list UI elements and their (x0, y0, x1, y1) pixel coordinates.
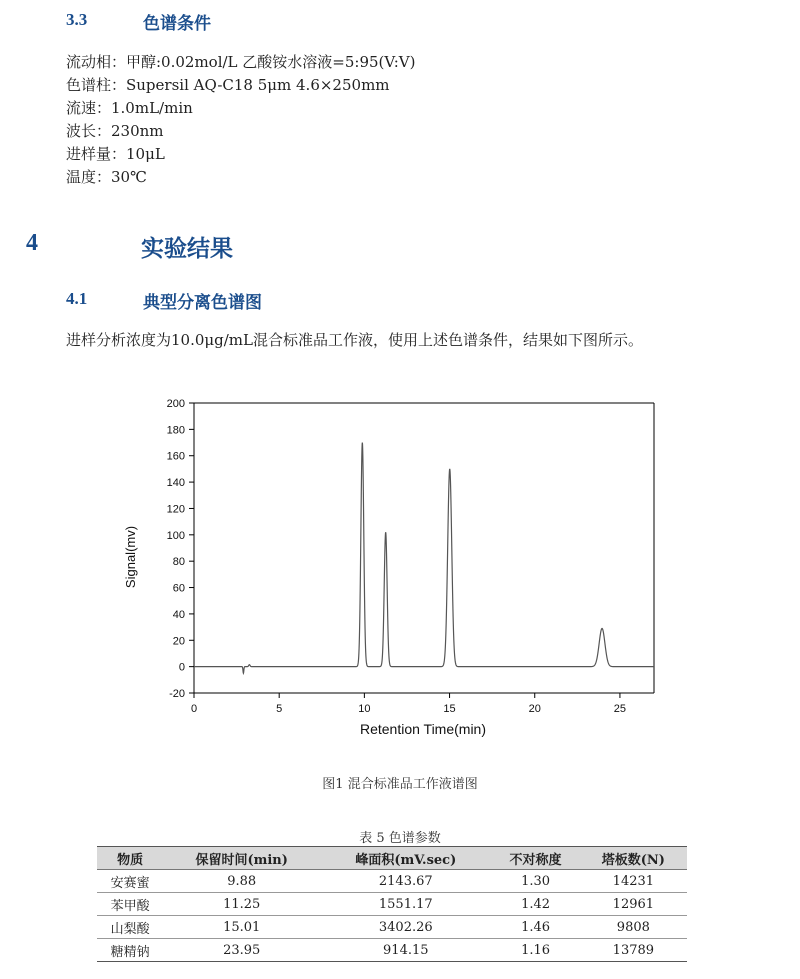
table-row (97, 870, 687, 893)
header-cell: 物质 (97, 847, 163, 870)
y-tick-label: 140 (166, 477, 185, 490)
y-tick-label: 180 (166, 424, 185, 437)
y-tick-label: 60 (172, 582, 185, 595)
x-axis-label: Retention Time(min) (359, 721, 487, 737)
x-tick-label: 0 (190, 703, 198, 715)
table-cell: 1551.17 (320, 893, 491, 916)
signal-trace (194, 443, 654, 674)
table-cell: 914.15 (320, 939, 491, 962)
section-title: 色谱条件 (143, 14, 211, 34)
table-cell: 2143.67 (320, 870, 491, 893)
header-cell: 保留时间(min) (163, 847, 320, 870)
table-caption: 表 5 色谱参数 (359, 831, 441, 846)
y-tick-label: -20 (169, 688, 185, 700)
table-cell: 1.30 (491, 870, 579, 893)
y-tick-label: 160 (166, 450, 185, 463)
header-cell: 不对称度 (491, 847, 579, 870)
y-tick-label: 200 (166, 398, 185, 410)
figure-caption: 图1 混合标准品工作液谱图 (322, 777, 478, 792)
y-axis-label: Signal(mv) (123, 525, 138, 589)
condition-line: 进样量：10μL (66, 145, 165, 163)
table-cell: 山梨酸 (97, 916, 163, 939)
table-cell: 23.95 (163, 939, 320, 962)
table-cell: 糖精钠 (97, 939, 163, 962)
table-cell: 14231 (580, 870, 687, 893)
table-cell: 1.42 (491, 893, 579, 916)
table-header-row (97, 847, 687, 870)
chapter-number: 4 (26, 230, 38, 256)
y-tick-label: 20 (172, 635, 185, 648)
table-cell: 15.01 (163, 916, 320, 939)
condition-line: 温度：30℃ (66, 168, 147, 186)
header-cell: 塔板数(N) (580, 847, 687, 870)
table-row (97, 939, 687, 962)
condition-line: 流动相：甲醇:0.02mol/L 乙酸铵水溶液=5:95(V:V) (66, 53, 416, 71)
header-cell: 峰面积(mV.sec) (320, 847, 491, 870)
section-number: 3.3 (66, 10, 88, 29)
y-tick-label: 40 (172, 608, 185, 621)
table-cell: 1.46 (491, 916, 579, 939)
section-title: 典型分离色谱图 (143, 293, 262, 313)
condition-line: 波长：230nm (66, 122, 164, 140)
x-tick-label: 20 (528, 703, 541, 715)
parameters-table (97, 846, 687, 962)
y-tick-label: 120 (166, 503, 185, 516)
y-tick-label: 80 (172, 556, 185, 569)
table-cell: 12961 (580, 893, 687, 916)
table-cell: 9.88 (163, 870, 320, 893)
table-row (97, 893, 687, 916)
table-cell: 3402.26 (320, 916, 491, 939)
x-tick-label: 5 (276, 703, 283, 715)
chapter-title: 实验结果 (141, 236, 233, 262)
x-tick-label: 10 (358, 703, 371, 715)
section-number: 4.1 (66, 289, 88, 308)
intro-paragraph: 进样分析浓度为10.0μg/mL混合标准品工作液，使用上述色谱条件，结果如下图所示。 (66, 331, 643, 349)
x-tick-label: 25 (613, 703, 627, 715)
chromatogram-chart (118, 390, 678, 750)
table-cell: 9808 (580, 916, 687, 939)
table-cell: 安赛蜜 (97, 870, 163, 893)
condition-line: 流速：1.0mL/min (66, 99, 193, 117)
table-cell: 苯甲酸 (97, 893, 163, 916)
y-tick-label: 100 (166, 529, 185, 542)
table-cell: 1.16 (491, 939, 579, 962)
table-cell: 11.25 (163, 893, 320, 916)
x-tick-label: 15 (443, 703, 456, 715)
table-row (97, 916, 687, 939)
condition-line: 色谱柱：Supersil AQ-C18 5μm 4.6×250mm (66, 76, 390, 94)
y-tick-label: 0 (178, 661, 185, 674)
table-cell: 13789 (580, 939, 687, 962)
